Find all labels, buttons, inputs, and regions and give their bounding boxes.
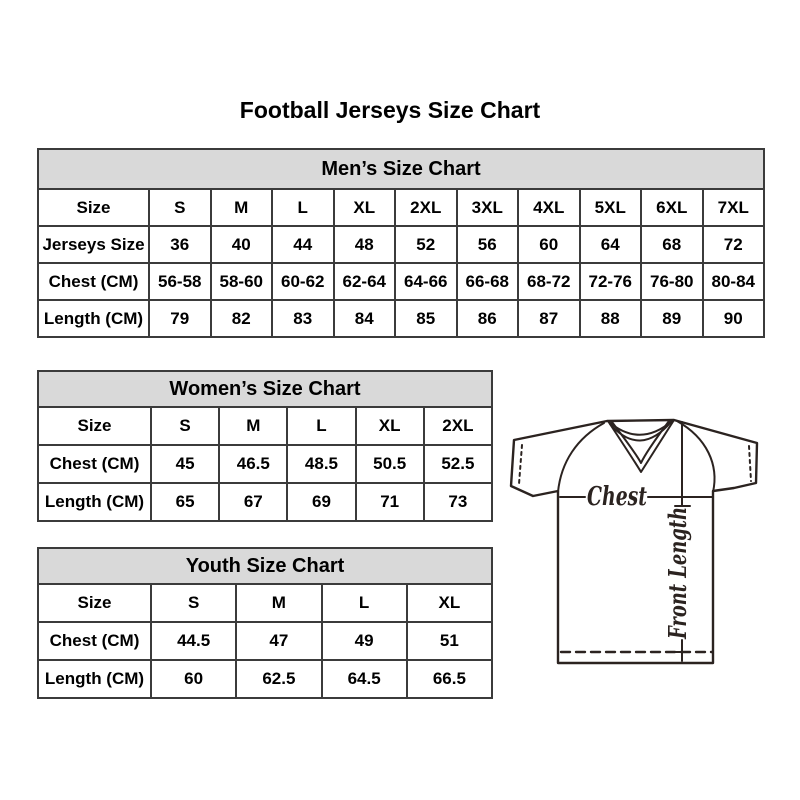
row-label: Jerseys Size (38, 226, 149, 263)
size-cell: 72-76 (580, 263, 642, 300)
size-cell: 4XL (518, 189, 580, 226)
size-cell: S (149, 189, 211, 226)
size-cell: 82 (211, 300, 273, 337)
size-cell: 44 (272, 226, 334, 263)
size-cell: 79 (149, 300, 211, 337)
row-label: Size (38, 189, 149, 226)
size-cell: 80-84 (703, 263, 765, 300)
size-cell: 89 (641, 300, 703, 337)
table-row (38, 263, 764, 300)
size-cell: M (236, 584, 321, 622)
size-cell: 66.5 (407, 660, 492, 698)
table-title: Youth Size Chart (38, 548, 492, 584)
table-row (38, 189, 764, 226)
size-cell: 60 (151, 660, 236, 698)
table-row (38, 584, 492, 622)
size-cell: 44.5 (151, 622, 236, 660)
row-label: Length (CM) (38, 660, 151, 698)
row-label: Length (CM) (38, 483, 151, 521)
row-label: Size (38, 407, 151, 445)
size-cell: S (151, 584, 236, 622)
row-label: Length (CM) (38, 300, 149, 337)
size-cell: 48.5 (287, 445, 355, 483)
size-cell: 46.5 (219, 445, 287, 483)
size-cell: 62-64 (334, 263, 396, 300)
size-cell: 62.5 (236, 660, 321, 698)
size-cell: 50.5 (356, 445, 424, 483)
row-label: Size (38, 584, 151, 622)
size-cell: 2XL (424, 407, 492, 445)
size-cell: 84 (334, 300, 396, 337)
size-cell: 86 (457, 300, 519, 337)
size-cell: 85 (395, 300, 457, 337)
size-cell: 72 (703, 226, 765, 263)
size-cell: 66-68 (457, 263, 519, 300)
womens-size-table (37, 370, 493, 522)
size-cell: 49 (322, 622, 407, 660)
size-cell: XL (334, 189, 396, 226)
jersey-diagram-svg (500, 410, 770, 670)
size-cell: 40 (211, 226, 273, 263)
table-row (38, 483, 492, 521)
table-row (38, 226, 764, 263)
size-cell: 87 (518, 300, 580, 337)
size-cell: 83 (272, 300, 334, 337)
mens-size-table (37, 148, 765, 338)
size-cell: 47 (236, 622, 321, 660)
size-cell: 90 (703, 300, 765, 337)
size-cell: 52.5 (424, 445, 492, 483)
table-title: Women’s Size Chart (38, 371, 492, 407)
table-row (38, 407, 492, 445)
size-cell: 48 (334, 226, 396, 263)
size-cell: 68-72 (518, 263, 580, 300)
size-cell: 76-80 (641, 263, 703, 300)
size-cell: L (272, 189, 334, 226)
row-label: Chest (CM) (38, 263, 149, 300)
chest-label: Chest (587, 482, 647, 512)
size-cell: L (287, 407, 355, 445)
jersey-measurement-diagram (500, 410, 770, 670)
table-row (38, 660, 492, 698)
youth-size-table (37, 547, 493, 699)
size-cell: 64 (580, 226, 642, 263)
size-cell: 52 (395, 226, 457, 263)
size-cell: 73 (424, 483, 492, 521)
size-cell: 60 (518, 226, 580, 263)
size-cell: 36 (149, 226, 211, 263)
size-cell: 64.5 (322, 660, 407, 698)
size-cell: 6XL (641, 189, 703, 226)
size-cell: 5XL (580, 189, 642, 226)
size-cell: 60-62 (272, 263, 334, 300)
size-cell: 56-58 (149, 263, 211, 300)
size-cell: M (219, 407, 287, 445)
table-row (38, 300, 764, 337)
size-cell: 7XL (703, 189, 765, 226)
size-cell: 65 (151, 483, 219, 521)
size-cell: 45 (151, 445, 219, 483)
row-label: Chest (CM) (38, 622, 151, 660)
size-cell: 68 (641, 226, 703, 263)
size-cell: 88 (580, 300, 642, 337)
size-cell: M (211, 189, 273, 226)
size-cell: XL (356, 407, 424, 445)
row-label: Chest (CM) (38, 445, 151, 483)
size-cell: 69 (287, 483, 355, 521)
front-length-label: Front Length (663, 461, 692, 639)
size-cell: 71 (356, 483, 424, 521)
size-cell: 2XL (395, 189, 457, 226)
size-cell: 64-66 (395, 263, 457, 300)
jersey-outline (511, 420, 757, 663)
size-cell: S (151, 407, 219, 445)
table-row (38, 445, 492, 483)
size-cell: XL (407, 584, 492, 622)
size-cell: 56 (457, 226, 519, 263)
page-title: Football Jerseys Size Chart (239, 97, 541, 123)
table-row (38, 622, 492, 660)
size-cell: L (322, 584, 407, 622)
table-title: Men’s Size Chart (38, 149, 764, 189)
size-cell: 51 (407, 622, 492, 660)
size-cell: 67 (219, 483, 287, 521)
size-cell: 58-60 (211, 263, 273, 300)
size-cell: 3XL (457, 189, 519, 226)
